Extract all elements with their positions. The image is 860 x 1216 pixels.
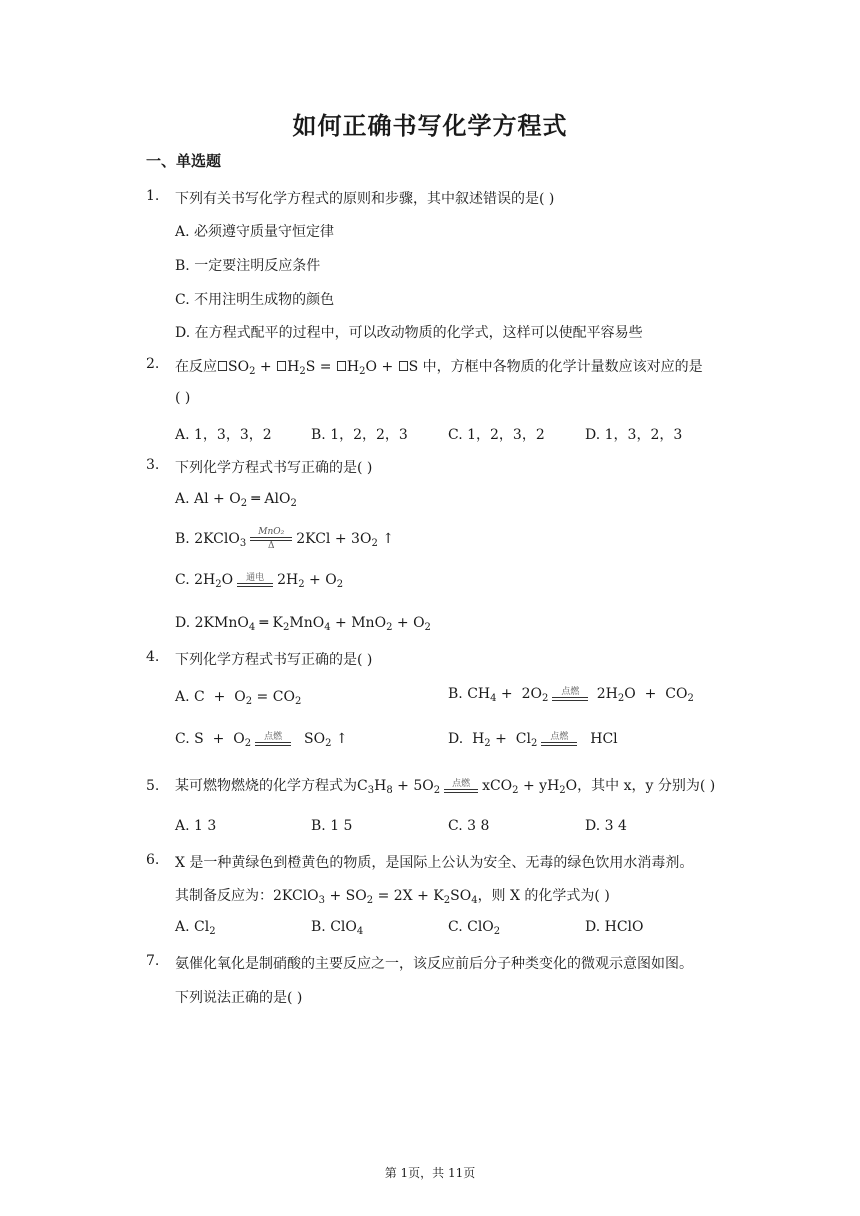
reaction-condition: MnO₂ Δ [250,527,292,551]
option-b: B. 1，2，2，3 [311,427,408,443]
option-d: D. HClO [585,919,644,935]
option-b: B. 一定要注明反应条件 [175,258,321,274]
option-b: B. 1 5 [311,818,353,834]
option-d: D. 1，3，2，3 [585,427,683,443]
question-stem: 在反应 $SO_2 + H_2S = H_2O + S$ 中，方框中各物质的化学计量数应该对应的是 [175,359,703,377]
equation: $SO_2 + H_2S = H_2O + S$ [217,359,418,375]
question-stem: X 是一种黄绿色到橙黄色的物质，是国际上公认为安全、无毒的绿色饮用水消毒剂。 [175,855,694,871]
option-c: C. 不用注明生成物的颜色 [175,292,335,308]
option-d: D. 2KMnO$_4$ ═ $K_2MnO_4 + MnO_2 + O_2$ [175,615,431,633]
option-a: A. $Cl_2$ [175,919,216,937]
question-stem: 下列有关书写化学方程式的原则和步骤，其中叙述错误的是( ) [175,191,555,207]
option-c: C. $S + O_2$ 点燃 $SO_2$ ↑ [175,731,348,749]
page-title: 如何正确书写化学方程式 [292,111,568,140]
equation: 2KClO$_3$ + $SO_2 = 2X + K_2SO_4$ [273,888,478,906]
option-c: C. ClO$_2$ [448,919,501,937]
section-heading: 一、单选题 [146,152,222,170]
option-a: A. 1 3 [175,818,217,834]
blank-box [218,361,227,371]
option-c: C. $2H_2O$ 通电 $2H_2 + O_2$ [175,572,344,590]
option-a: A. 1，3，3，2 [175,427,272,443]
reaction-condition: 点燃 [552,687,588,701]
question-number: 4. [146,649,160,665]
option-c: C. 1，2，3，2 [448,427,545,443]
question-stem: 某可燃物燃烧的化学方程式为$C_3H_8 + 5O_2$ 点燃 $xCO_2 + yH_2O$，其中 x，y 分别为( ) [175,778,716,796]
question-stem: 下列化学方程式书写正确的是( ) [175,652,373,668]
question-number: 1. [146,188,160,204]
question-number: 3. [146,457,160,473]
option-a: A. 必须遵守质量守恒定律 [175,224,335,240]
option-d: D. 3 4 [585,818,627,834]
option-a: A. $C + O_2 = CO_2$ [175,689,302,707]
question-number: 6. [146,852,160,868]
option-a: A. $Al + O_2$ ═ AlO$_2$ [175,491,297,509]
reaction-condition: 点燃 [541,732,577,746]
option-c: C. 3 8 [448,818,490,834]
question-stem: 氨催化氧化是制硝酸的主要反应之一，该反应前后分子种类变化的微观示意图如图。 [175,956,693,972]
question-stem-continued: 其制备反应为：2KClO$_3$ + $SO_2 = 2X + K_2SO_4$，则 X 的化学式为( ) [175,888,610,906]
option-b: B. ClO$_4$ [311,919,364,937]
option-d: D. $H_2 + Cl_2$ 点燃 HCl [448,731,618,749]
blank-box [399,361,408,371]
blank-box [337,361,346,371]
question-number: 7. [146,953,160,969]
question-stem-continued: 下列说法正确的是( ) [175,990,303,1006]
blank-box [277,361,286,371]
option-b: B. 2KClO$_3$ MnO₂ Δ $2KCl + 3O_2$ ↑ [175,527,394,551]
answer-paren: ( ) [175,390,191,406]
reaction-condition: 点燃 [255,732,291,746]
question-number: 5. [146,778,160,794]
question-stem: 下列化学方程式书写正确的是( ) [175,460,373,476]
equation: $C_3H_8 + 5O_2$ 点燃 $xCO_2 + yH_2O$ [357,778,578,796]
question-number: 2. [146,356,160,372]
option-d: D. 在方程式配平的过程中，可以改动物质的化学式，这样可以使配平容易些 [175,325,643,341]
option-b: B. $CH_4 + 2O_2$ 点燃 $2H_2O + CO_2$ [448,686,694,704]
reaction-condition: 点燃 [444,779,478,793]
reaction-condition: 通电 [237,573,273,587]
page-footer: 第 1页，共 11页 [384,1166,476,1180]
